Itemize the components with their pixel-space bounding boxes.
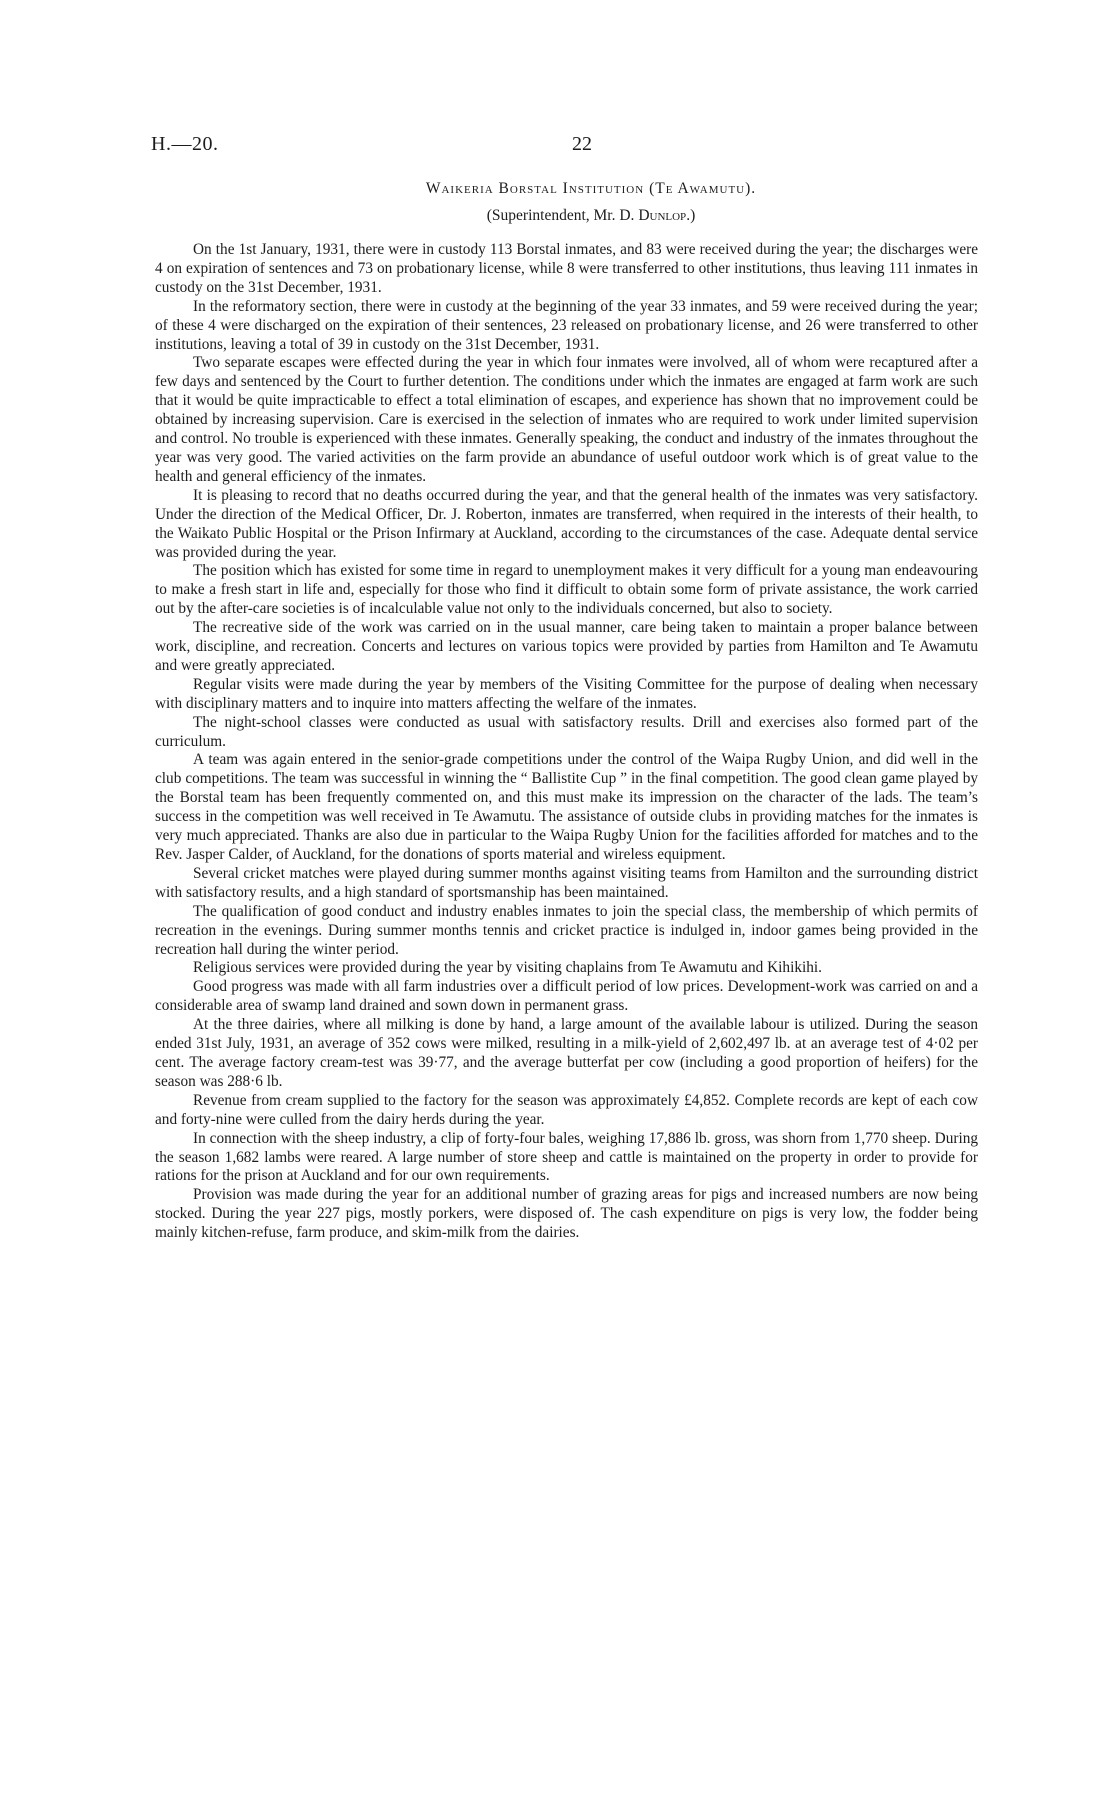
paragraph-escapes: Two separate escapes were effected during the year in which four inmates were involved, all of whom were recaptured after a few days and sentenced by the Court to further detention. The conditions under which the inmates are engaged at farm work are such that it would be quite impracticable to effect a total elimination of escapes, and experience has shown that no improvement could be obtained by increasing supervision. Care is exercised in the selection of inmates who are required to work under limited supervision and control. No trouble is experienced with these inmates. Generally speaking, the conduct and industry of the inmates throughout the year was very good. The varied activities on the farm provide an abundance of useful outdoor work which is of great value to the health and general efficiency of the inmates. [155,354,978,485]
document-reference: H.—20. [151,133,219,155]
paragraph-special-class: The qualification of good conduct and industry enables inmates to join the special class, the membership of which permits of recreation in the evenings. During summer months tennis and cricket practice is indulged in, indoor games being provided in the recreation hall during the winter period. [155,902,978,958]
paragraph-cricket: Several cricket matches were played during summer months against visiting teams from Hamilton and the surrounding district with satisfactory results, and a high standard of sportsmanship has been maintained. [155,864,978,901]
paragraph-religious-services: Religious services were provided during the year by visiting chaplains from Te Awamutu and Kihikihi. [193,959,822,977]
paragraph-recreation: The recreative side of the work was carried on in the usual manner, care being taken to maintain a proper balance between work, discipline, and recreation. Concerts and lectures on various topics were provided by parties from Hamilton and Te Awamutu and were greatly appreciated. [155,619,978,674]
paragraph-unemployment: The position which has existed for some time in regard to unemployment makes it very difficult for a young man endeavouring to make a fresh start in life and, especially for those who find it difficult to obtain some form of private assistance, the work carried out by the after-care societies is of incalculable value not only to the individuals concerned, but also to society. [155,562,978,618]
paragraph-sheep-industry: In connection with the sheep industry, a clip of forty-four bales, weighing 17,886 lb. gross, was shorn from 1,770 sheep. During the season 1,682 lambs were reared. A large number of store sheep and cattle is maintained on the property in order to provide for rations for the prison at Auckland and for our own requirements. [155,1129,978,1185]
paragraph-reformatory-section: In the reformatory section, there were in custody at the beginning of the year 33 inmates, and 59 were received during the year; of these 4 were discharged on the expiration of their sentences, 23 released on probationary license, and 26 were transferred to other institutions, leaving a total of 39 in custody on the 31st December, 1931. [155,297,978,353]
subtitle-suffix: .) [686,207,696,224]
paragraph-borstal-custody: On the 1st January, 1931, there were in custody 113 Borstal inmates, and 83 were received during the year; the discharges were 4 on expiration of sentences and 73 on probationary license, while 8 were transferred to other institutions, thus leaving 111 inmates in custody on the 31st December, 1931. [155,241,978,296]
page-number: 22 [572,133,592,155]
superintendent-name: Dunlop [638,207,687,224]
body-text [155,241,978,1243]
paragraph-farm-progress: Good progress was made with all farm industries over a difficult period of low prices. Development-work was carried on and a considerable area of swamp land drained and sown down in permanent grass. [155,978,978,1015]
paragraph-rugby: A team was again entered in the senior-grade competitions under the control of the Waipa Rugby Union, and did well in the club competitions. The team was successful in winning the “ Ballistite Cup ” in the final competition. The good clean game played by the Borstal team has been frequently commented on, and this must make its impression on the character of the lads. The team’s success in the competition was well received in Te Awamutu. The assistance of outside clubs in providing matches for the inmates is very much appreciated. Thanks are also due in particular to the Waipa Rugby Union for the facilities afforded for matches and to the Rev. Jasper Calder, of Auckland, for the donations of sports material and wireless equipment. [155,751,978,863]
section-title: Waikeria Borstal Institution (Te Awamutu). [425,180,757,197]
paragraph-visiting-committee: Regular visits were made during the year by members of the Visiting Committee for the purpose of dealing when necessary with disciplinary matters and to inquire into matters affecting the welfare of the inmates. [155,675,978,712]
paragraph-night-school: The night-school classes were conducted as usual with satisfactory results. Drill and exercises also formed part of the curriculum. [155,713,978,750]
section-subtitle [151,207,981,225]
paragraph-health: It is pleasing to record that no deaths occurred during the year, and that the general health of the inmates was very satisfactory. Under the direction of the Medical Officer, Dr. J. Roberton, inmates are transferred, when required in the interests of their health, to the Waikato Public Hospital or the Prison Infirmary at Auckland, according to the circumstances of the case. Adequate dental service was provided during the year. [155,486,978,561]
running-header [151,133,981,159]
paragraph-dairies: At the three dairies, where all milking is done by hand, a large amount of the available labour is utilized. During the season ended 31st July, 1931, an average of 352 cows were milked, resulting in a milk-yield of 2,602,497 lb. at an average test of 4·02 per cent. The average factory cream-test was 39·77, and the average butterfat per cow (including a good proportion of heifers) for the season was 288·6 lb. [155,1016,978,1090]
subtitle-prefix: (Superintendent, Mr. D. [486,207,639,224]
paragraph-pigs: Provision was made during the year for an additional number of grazing areas for pigs and increased numbers are now being stocked. During the year 227 pigs, mostly porkers, were disposed of. The cash expenditure on pigs is very low, the fodder being mainly kitchen-refuse, farm produce, and skim-milk from the dairies. [155,1186,978,1242]
paragraph-cream-revenue: Revenue from cream supplied to the factory for the season was approximately £4,852. Complete records are kept of each cow and forty-nine were culled from the dairy herds during the year. [155,1091,978,1128]
